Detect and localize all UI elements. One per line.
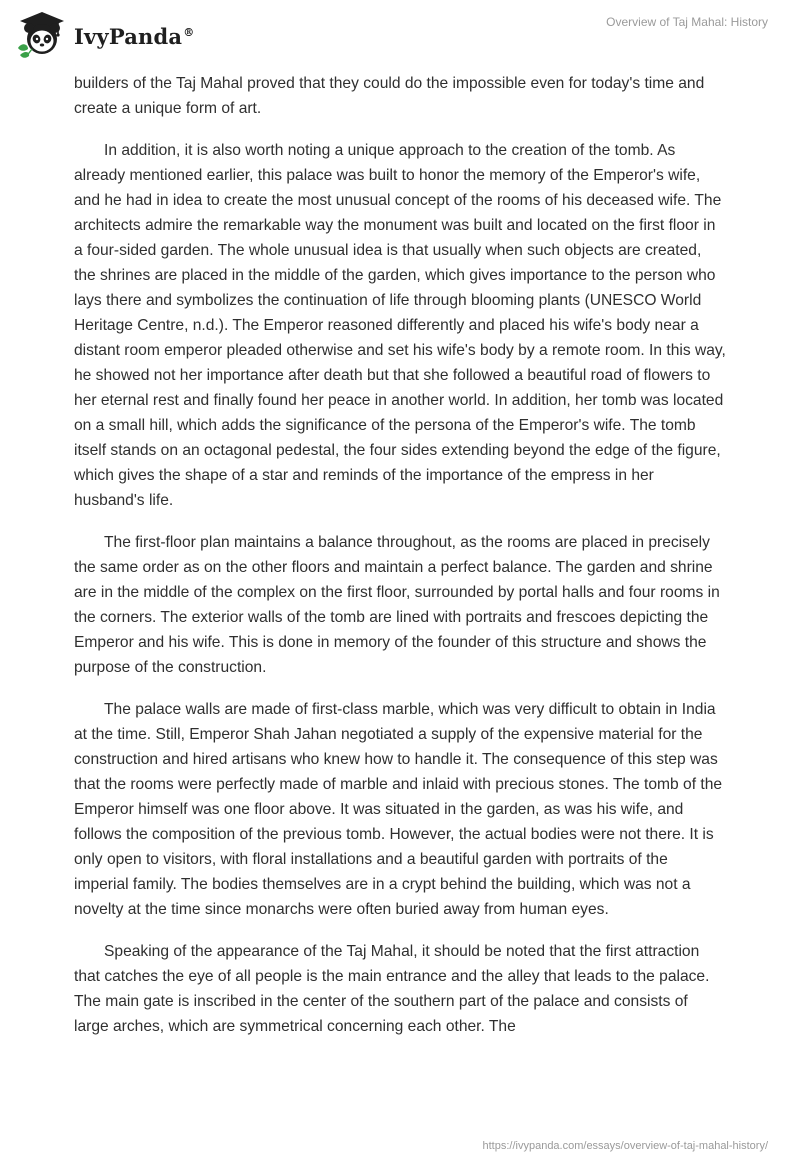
registered-mark: ® [183,25,195,39]
paragraph: The first-floor plan maintains a balance throughout, as the rooms are placed in precisely the same order as on the other floors and maintain a perfect balance. The garden and shrine are in the middle of the complex on the first floor, surrounded by portal halls and four rooms in the corners. The exterior walls of the tomb are lined with portraits and frescoes depicting the Emperor and his wife. This is done in memory of the founder of this structure and shows the purpose of the construction. [74,534,720,676]
page-header [0,0,800,70]
paragraph-continuation: builders of the Taj Mahal proved that they could do the impossible even for today's time and create a unique form of art. [74,75,705,117]
paragraph: Speaking of the appearance of the Taj Mahal, it should be noted that the first attraction that catches the eye of all people is the main entrance and the alley that leads to the palace. The main gate is inscribed in the center of the southern part of the palace and consists of large arches, which are symmetrical concerning each other. The [74,943,710,1035]
paragraph: The palace walls are made of first-class marble, which was very difficult to obtain in India at the time. Still, Emperor Shah Jahan negotiated a supply of the expensive material for the construction and hired artisans who knew how to handle it. The consequence of this step was that the rooms were perfectly made of marble and inlaid with precious stones. The tomb of the Emperor himself was one floor above. It was situated in the garden, as was his wife, and follows the composition of the previous tomb. However, the actual bodies were not there. It is only open to visitors, with floral installations and a beautiful garden with portraits of the imperial family. The bodies themselves are in a crypt behind the building, which was not a novelty at the time since monarchs were often buried away from human eyes. [74,701,723,918]
panda-graduation-cap-logo-icon [14,8,70,60]
essay-body [74,71,726,1056]
document-title: Overview of Taj Mahal: History [606,15,768,29]
brand-name [74,24,194,49]
ivypanda-logo[interactable] [14,8,194,60]
brand-name-text: IvyPanda [74,23,183,49]
source-url-link[interactable]: https://ivypanda.com/essays/overview-of-taj-mahal-history/ [482,1140,768,1152]
paragraph: In addition, it is also worth noting a unique approach to the creation of the tomb. As already mentioned earlier, this palace was built to honor the memory of the Emperor's wife, and he had in idea to create the most unusual concept of the rooms of his deceased wife. The architects admire the remarkable way the monument was built and located on the first floor in a four-sided garden. The whole unusual idea is that usually when such objects are created, the shrines are placed in the middle of the garden, which gives importance to the person who lays there and symbolizes the continuation of life through blooming plants (UNESCO World Heritage Centre, n.d.). The Emperor reasoned differently and placed his wife's body near a distant room emperor pleaded otherwise and set his wife's body by a remote room. In this way, he showed not her importance after death but that she followed a beautiful road of flowers to her eternal rest and finally found her peace in another world. In addition, her tomb was located on a small hill, which adds the significance of the persona of the Emperor's wife. The tomb itself stands on an octagonal pedestal, the four sides extending beyond the edge of the figure, which gives the shape of a star and reminds of the importance of the empress in her husband's life. [74,142,726,509]
